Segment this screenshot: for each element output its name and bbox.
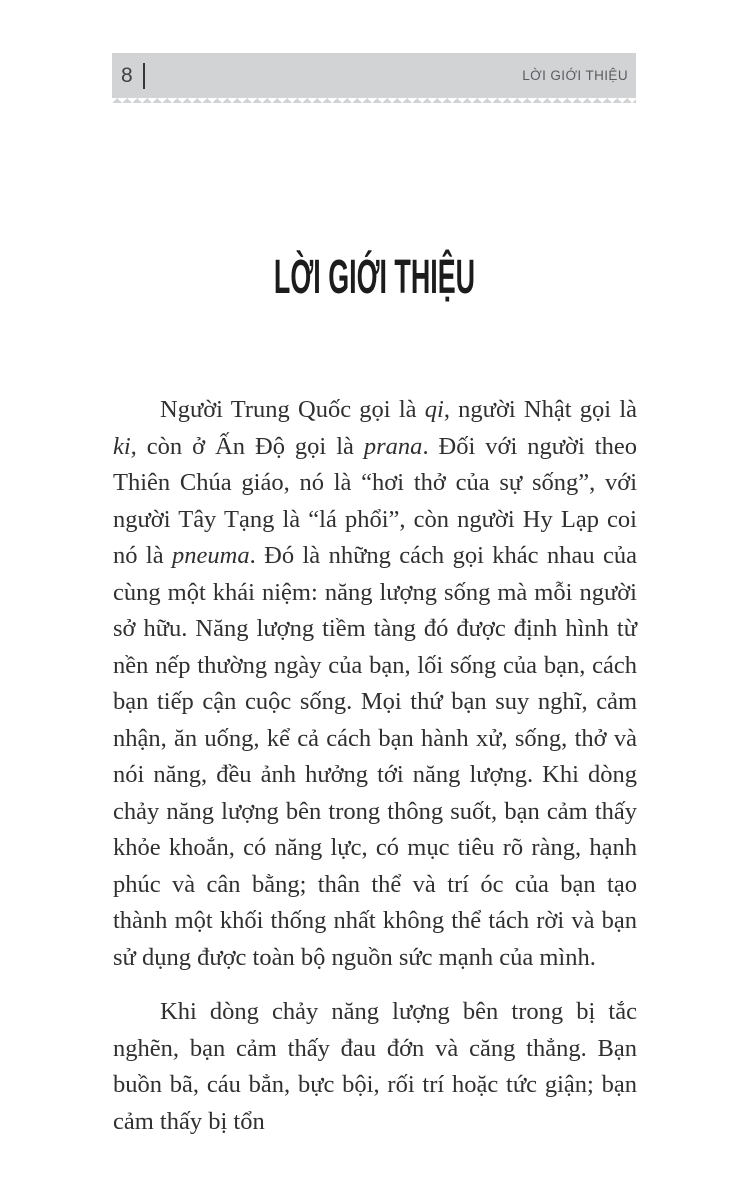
header-divider — [143, 63, 145, 89]
running-title: LỜI GIỚI THIỆU — [522, 68, 628, 83]
paragraph-1: Người Trung Quốc gọi là qi, người Nhật gọi là ki, còn ở Ấn Độ gọi là prana. Đối với người theo Thiên Chúa giáo, nó là “hơi thở của sự sống”, với người Tây Tạng là “lá phổi”, còn người Hy Lạp coi nó là pneuma. Đó là những cách gọi khác nhau của cùng một khái niệm: năng lượng sống mà mỗi người sở hữu. Năng lượng tiềm tàng đó được định hình từ nền nếp thường ngày của bạn, lối sống của bạn, cách bạn tiếp cận cuộc sống. Mọi thứ bạn suy nghĩ, cảm nhận, ăn uống, kể cả cách bạn hành xử, sống, thở và nói năng, đều ảnh hưởng tới năng lượng. Khi dòng chảy năng lượng bên trong thông suốt, bạn cảm thấy khỏe khoắn, có năng lực, có mục tiêu rõ ràng, hạnh phúc và cân bằng; thân thể và trí óc của bạn tạo thành một khối thống nhất không thể tách rời và bạn sử dụng được toàn bộ nguồn sức mạnh của mình. — [113, 396, 637, 971]
body-text — [113, 392, 637, 1140]
paragraph-2: Khi dòng chảy năng lượng bên trong bị tắc nghẽn, bạn cảm thấy đau đớn và căng thẳng. Bạn buồn bã, cáu bẳn, bực bội, rối trí hoặc tức giận; bạn cảm thấy bị tổn — [113, 998, 637, 1135]
perforated-edge — [112, 98, 636, 103]
chapter-title: LỜI GIỚI THIỆU — [273, 251, 476, 304]
page-header — [112, 53, 636, 103]
header-band — [112, 53, 636, 98]
page-number: 8 — [121, 64, 133, 87]
